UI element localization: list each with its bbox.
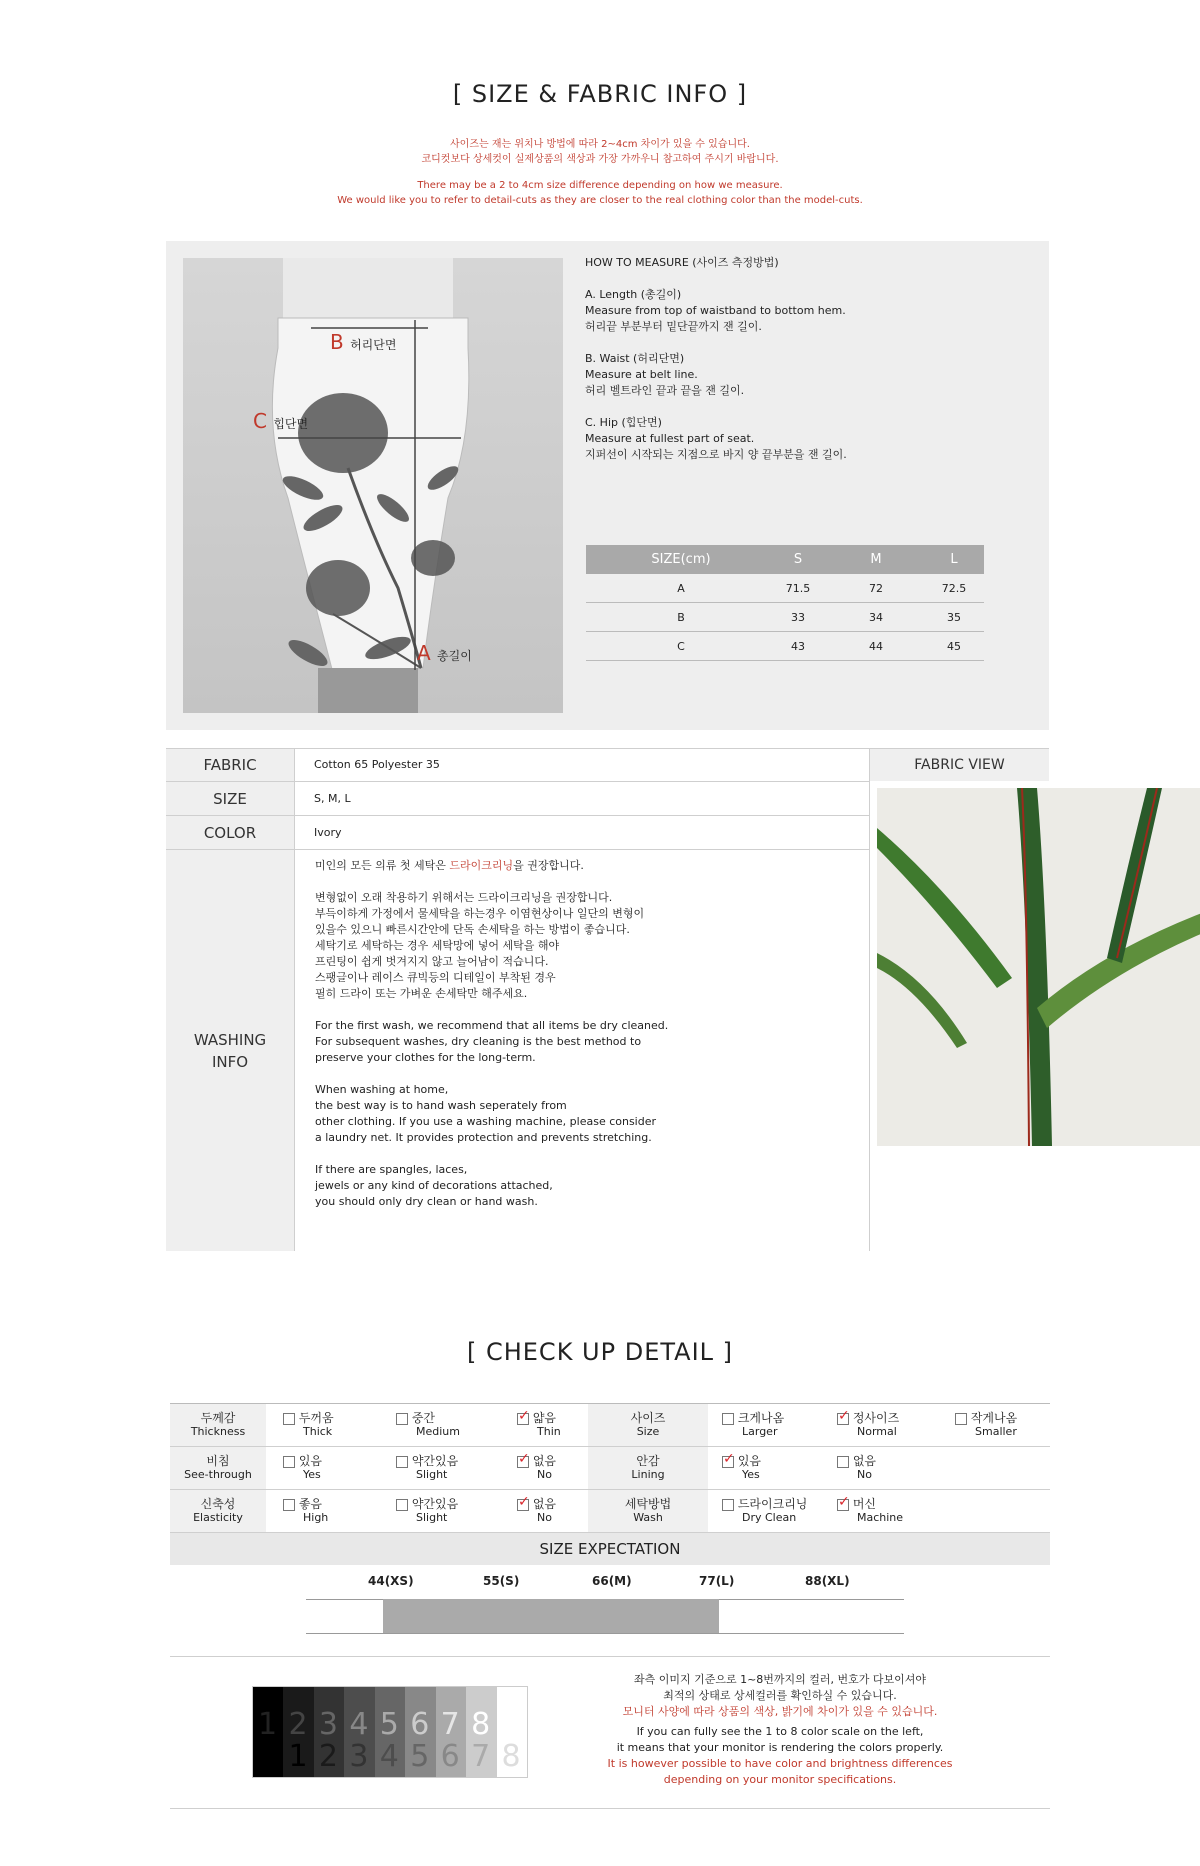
table-cell: C (677, 639, 685, 653)
size-notes-ko (0, 137, 1200, 167)
checkbox[interactable] (396, 1499, 408, 1511)
swatch-digit-lower: 2 (318, 1739, 338, 1774)
note-line: 좌측 이미지 기준으로 1~8번까지의 컬러, 번호가 다보이셔야 (633, 1673, 927, 1686)
opt-en: No (537, 1511, 552, 1524)
wash-line: For subsequent washes, dry cleaning is the best method to (315, 1035, 642, 1048)
how-to-measure (585, 255, 1035, 463)
divider (294, 748, 295, 1251)
swatch-digit-lower: 7 (471, 1739, 491, 1774)
note-line: 사이즈는 재는 위치나 방법에 따라 2~4cm 차이가 있을 수 있습니다. (450, 139, 750, 150)
section-title-size-fabric: [ SIZE & FABRIC INFO ] (452, 80, 748, 108)
divider (170, 1808, 1050, 1809)
swatch-3 (314, 1687, 344, 1777)
opt-ko: 드라이크리닝 (737, 1497, 808, 1511)
opt-en: Larger (742, 1425, 778, 1438)
swatch-digit-lower: 8 (501, 1739, 521, 1774)
opt-en: No (537, 1468, 552, 1481)
wash-line: 변형없이 오래 착용하기 위해서는 드라이크리닝을 권장합니다. (315, 891, 613, 904)
swatch-digit: 7 (440, 1707, 460, 1742)
opt-high[interactable] (283, 1497, 328, 1525)
opt-en: Normal (857, 1425, 897, 1438)
wash-line: 프린팅이 쉽게 벗겨지지 않고 늘어남이 적습니다. (315, 955, 549, 968)
opt-ko: 정사이즈 (852, 1411, 900, 1425)
opt-thin[interactable] (517, 1411, 561, 1439)
cat-ko: 신축성 (200, 1497, 236, 1511)
wash-line: 부득이하게 가정에서 물세탁을 하는경우 이염현상이나 일단의 변형이 (315, 907, 645, 920)
cat-ko: 세탁방법 (624, 1497, 672, 1511)
checkbox-checked[interactable] (517, 1456, 529, 1468)
header-cell: SIZE(cm) (651, 552, 711, 567)
size-expectation-title: SIZE EXPECTATION (170, 1533, 1050, 1565)
wash-line: 있을수 있으니 빠른시간안에 단독 손세탁을 하는 방법이 좋습니다. (315, 923, 630, 936)
opt-ko: 없음 (532, 1454, 557, 1468)
divider (869, 748, 870, 1251)
swatch-7 (436, 1687, 466, 1777)
size-expectation-scale (306, 1574, 904, 1634)
opt-lining-no[interactable] (837, 1454, 876, 1482)
checkbox-checked[interactable] (517, 1413, 529, 1425)
measure-item-title: C. Hip (힙단면) (585, 416, 662, 429)
wash-line: 세탁기로 세탁하는 경우 세탁망에 넣어 세탁을 해야 (315, 939, 560, 952)
opt-elastic-no[interactable] (517, 1497, 556, 1525)
cat-en: Lining (631, 1468, 665, 1481)
divider (166, 781, 869, 782)
opt-ko: 두꺼움 (298, 1411, 334, 1425)
table-cell: B (677, 610, 685, 624)
washing-info-text (315, 858, 865, 1210)
wash-line: For the first wash, we recommend that all items be dry cleaned. (315, 1019, 669, 1032)
opt-larger[interactable] (722, 1411, 784, 1439)
opt-en: Dry Clean (742, 1511, 797, 1524)
measure-item-title: B. Waist (허리단면) (585, 352, 685, 365)
table-cell: 34 (869, 610, 883, 624)
cat-en: Elasticity (193, 1511, 243, 1524)
header-cell: L (950, 552, 958, 567)
cat-en: Thickness (190, 1425, 246, 1438)
washing-label-line: INFO (211, 1052, 249, 1071)
opt-en: Slight (416, 1511, 448, 1524)
measure-item-title: A. Length (총길이) (585, 288, 682, 301)
letter-a: A (417, 641, 431, 665)
text-c: 힙단면 (273, 417, 309, 431)
wash-line: the best way is to hand wash seperately from (315, 1099, 567, 1112)
size-table (586, 545, 984, 661)
checkbox[interactable] (396, 1413, 408, 1425)
size-notes-en (0, 178, 1200, 208)
cat-seethrough (170, 1447, 266, 1489)
size-value: S, M, L (314, 792, 351, 805)
note-line: We would like you to refer to detail-cuts as they are closer to the real clothing color than the model-cuts. (337, 195, 863, 206)
table-row (586, 574, 984, 603)
cat-en: Wash (633, 1511, 663, 1524)
text-b: 허리단면 (350, 338, 397, 352)
text-a: 총길이 (437, 649, 472, 663)
table-cell: 35 (947, 610, 961, 624)
swatch-digit: 6 (410, 1707, 430, 1742)
opt-thick[interactable] (283, 1411, 334, 1439)
note-line-red: It is however possible to have color and brightness differences (607, 1757, 953, 1770)
checkbox[interactable] (396, 1456, 408, 1468)
checkbox[interactable] (283, 1499, 295, 1511)
section-title-checkup: [ CHECK UP DETAIL ] (466, 1338, 734, 1366)
note-line: it means that your monitor is rendering the colors properly. (616, 1741, 944, 1754)
wash-line: 스팽글이나 레이스 큐빅등의 디테일이 부착된 경우 (315, 971, 556, 984)
opt-en: Medium (416, 1425, 460, 1438)
swatch-digit: 3 (318, 1707, 338, 1742)
swatch-digit: 1 (258, 1707, 278, 1742)
label-c (253, 409, 308, 433)
color-value: Ivory (314, 826, 342, 839)
size-range-bar (383, 1599, 719, 1633)
opt-ko: 중간 (411, 1411, 436, 1425)
product-photo (183, 258, 563, 713)
opt-ko: 좋음 (298, 1497, 323, 1511)
opt-en: Slight (416, 1468, 448, 1481)
cat-thickness (170, 1404, 266, 1446)
checkbox[interactable] (283, 1413, 295, 1425)
opt-ko: 크게나옴 (737, 1411, 785, 1425)
skirt-illustration (183, 258, 563, 713)
swatch-digit: 4 (349, 1707, 369, 1742)
opt-slight[interactable] (396, 1454, 458, 1482)
checkup-grid (170, 1403, 1050, 1565)
size-table-header (586, 545, 984, 574)
opt-dry-clean[interactable] (722, 1497, 807, 1525)
opt-normal[interactable] (837, 1411, 899, 1439)
note-line-red: depending on your monitor specifications. (663, 1773, 897, 1786)
size-exp-label: 55(S) (483, 1574, 520, 1588)
checkbox[interactable] (955, 1413, 967, 1425)
cat-en: See-through (184, 1468, 252, 1481)
opt-en: Smaller (975, 1425, 1017, 1438)
swatch-digit-lower: 3 (349, 1739, 369, 1774)
measure-item-ko: 허리 벨트라인 끝과 끝을 잰 길이. (585, 384, 745, 397)
wash-line: 필히 드라이 또는 가벼운 손세탁만 해주세요. (315, 987, 528, 1000)
wash-line: preserve your clothes for the long-term. (315, 1051, 536, 1064)
checkbox[interactable] (837, 1456, 849, 1468)
scale-bottom-line (306, 1633, 904, 1634)
measure-item-en: Measure at fullest part of seat. (585, 432, 755, 445)
washing-label-line: WASHING (193, 1030, 267, 1049)
swatch-digit-lower: 4 (379, 1739, 399, 1774)
fabric-label: FABRIC (166, 748, 294, 781)
table-cell: 43 (791, 639, 805, 653)
size-exp-label: 77(L) (699, 1574, 735, 1588)
table-cell: 72 (869, 581, 883, 595)
opt-lining-yes[interactable] (722, 1454, 761, 1482)
measure-item-en: Measure from top of waistband to bottom hem. (585, 304, 846, 317)
opt-en: Thin (537, 1425, 561, 1438)
checkbox[interactable] (283, 1456, 295, 1468)
cat-size (588, 1404, 708, 1446)
checkbox-checked[interactable] (837, 1413, 849, 1425)
swatch-8 (466, 1687, 496, 1777)
table-cell: 72.5 (941, 581, 967, 595)
measure-item-ko: 지퍼선이 시작되는 지점으로 바지 양 끝부분을 잰 길이. (585, 448, 847, 461)
color-label: COLOR (166, 816, 294, 849)
note-line-red: 모니터 사양에 따라 상품의 색상, 밝기에 차이가 있을 수 있습니다. (622, 1705, 938, 1718)
wash-intro-post: 을 권장합니다. (513, 859, 584, 872)
opt-en: Yes (742, 1468, 760, 1481)
wash-intro (315, 858, 865, 874)
opt-elastic-slight[interactable] (396, 1497, 458, 1525)
washing-label (166, 850, 294, 1251)
checkbox-checked[interactable] (722, 1456, 734, 1468)
swatch-5 (375, 1687, 405, 1777)
table-row (586, 603, 984, 632)
measure-item-en: Measure at belt line. (585, 368, 698, 381)
wash-line: If there are spangles, laces, (315, 1163, 468, 1176)
cat-en: Size (636, 1425, 660, 1438)
wash-intro-red: 드라이크리닝 (449, 859, 514, 872)
size-exp-label: 66(M) (592, 1574, 632, 1588)
cat-ko: 비침 (206, 1454, 230, 1468)
size-exp-label: 44(XS) (368, 1574, 414, 1588)
opt-en: Yes (303, 1468, 321, 1481)
fabric-view-label: FABRIC VIEW (870, 749, 1049, 781)
color-scale (252, 1686, 528, 1778)
note-line: 코디컷보다 상세컷이 실제상품의 색상과 가장 가까우니 참고하여 주시기 바랍니다. (421, 154, 779, 165)
checkbox[interactable] (722, 1499, 734, 1511)
opt-smaller[interactable] (955, 1411, 1017, 1439)
fabric-table (166, 748, 1049, 1251)
swatch-6 (405, 1687, 435, 1777)
cat-wash (588, 1490, 708, 1532)
color-scale-notes (600, 1672, 960, 1788)
fabric-swatch (877, 788, 1200, 1146)
fabric-value: Cotton 65 Polyester 35 (314, 758, 440, 771)
fabric-swatch-art (877, 788, 1200, 1146)
table-cell: A (677, 581, 685, 595)
wash-line: you should only dry clean or hand wash. (315, 1195, 538, 1208)
cat-ko: 사이즈 (630, 1411, 666, 1425)
swatch-2 (283, 1687, 313, 1777)
opt-medium[interactable] (396, 1411, 460, 1439)
opt-ko: 있음 (298, 1454, 323, 1468)
swatch-digit: 5 (379, 1707, 399, 1742)
header-cell: M (870, 552, 882, 567)
opt-ko: 없음 (532, 1497, 557, 1511)
swatch-9 (497, 1687, 527, 1777)
divider (170, 1656, 1050, 1657)
table-row (586, 632, 984, 661)
checkbox[interactable] (722, 1413, 734, 1425)
opt-en: Thick (303, 1425, 333, 1438)
opt-en: High (303, 1511, 329, 1524)
note-line: If you can fully see the 1 to 8 color scale on the left, (636, 1725, 924, 1738)
swatch-digit-lower: 1 (288, 1739, 308, 1774)
opt-ko: 없음 (852, 1454, 877, 1468)
size-exp-label: 88(XL) (805, 1574, 850, 1588)
divider (166, 849, 869, 850)
cat-ko: 안감 (636, 1454, 660, 1468)
letter-b: B (330, 330, 344, 354)
divider (166, 815, 869, 816)
opt-ko: 약간있음 (411, 1497, 459, 1511)
swatch-digit-lower: 5 (410, 1739, 430, 1774)
swatch-digit-lower: 6 (440, 1739, 460, 1774)
opt-ko: 머신 (852, 1497, 877, 1511)
wash-line: a laundry net. It provides protection and prevents stretching. (315, 1131, 652, 1144)
opt-en: Machine (857, 1511, 904, 1524)
checkbox-checked[interactable] (517, 1499, 529, 1511)
measure-item-ko: 허리끝 부분부터 밑단끝까지 잰 길이. (585, 320, 762, 333)
wash-line: jewels or any kind of decorations attached, (315, 1179, 553, 1192)
opt-ko: 얇음 (532, 1411, 557, 1425)
swatch-digit: 2 (288, 1707, 308, 1742)
note-line: 최적의 상태로 상세컬러를 확인하실 수 있습니다. (663, 1689, 897, 1702)
opt-ko: 작게나옴 (970, 1411, 1018, 1425)
table-cell: 71.5 (785, 581, 811, 595)
cat-lining (588, 1447, 708, 1489)
wash-line: When washing at home, (315, 1083, 449, 1096)
note-line: There may be a 2 to 4cm size difference depending on how we measure. (417, 180, 783, 191)
header-cell: S (793, 552, 803, 567)
label-a (417, 641, 472, 665)
opt-no[interactable] (517, 1454, 556, 1482)
letter-c: C (253, 409, 267, 433)
opt-ko: 약간있음 (411, 1454, 459, 1468)
opt-machine[interactable] (837, 1497, 903, 1525)
swatch-digit: 8 (471, 1707, 491, 1742)
opt-ko: 있음 (737, 1454, 762, 1468)
opt-yes[interactable] (283, 1454, 322, 1482)
wash-line: other clothing. If you use a washing machine, please consider (315, 1115, 657, 1128)
table-cell: 33 (791, 610, 805, 624)
opt-en: No (857, 1468, 872, 1481)
table-cell: 45 (947, 639, 961, 653)
cat-ko: 두께감 (200, 1411, 236, 1425)
table-cell: 44 (869, 639, 883, 653)
measure-heading: HOW TO MEASURE (사이즈 측정방법) (585, 256, 779, 269)
size-label: SIZE (166, 782, 294, 815)
swatch-4 (344, 1687, 374, 1777)
swatch-1 (253, 1687, 283, 1777)
checkbox-checked[interactable] (837, 1499, 849, 1511)
cat-elasticity (170, 1490, 266, 1532)
wash-intro-pre: 미인의 모든 의류 첫 세탁은 (315, 859, 450, 872)
label-b (330, 330, 396, 354)
